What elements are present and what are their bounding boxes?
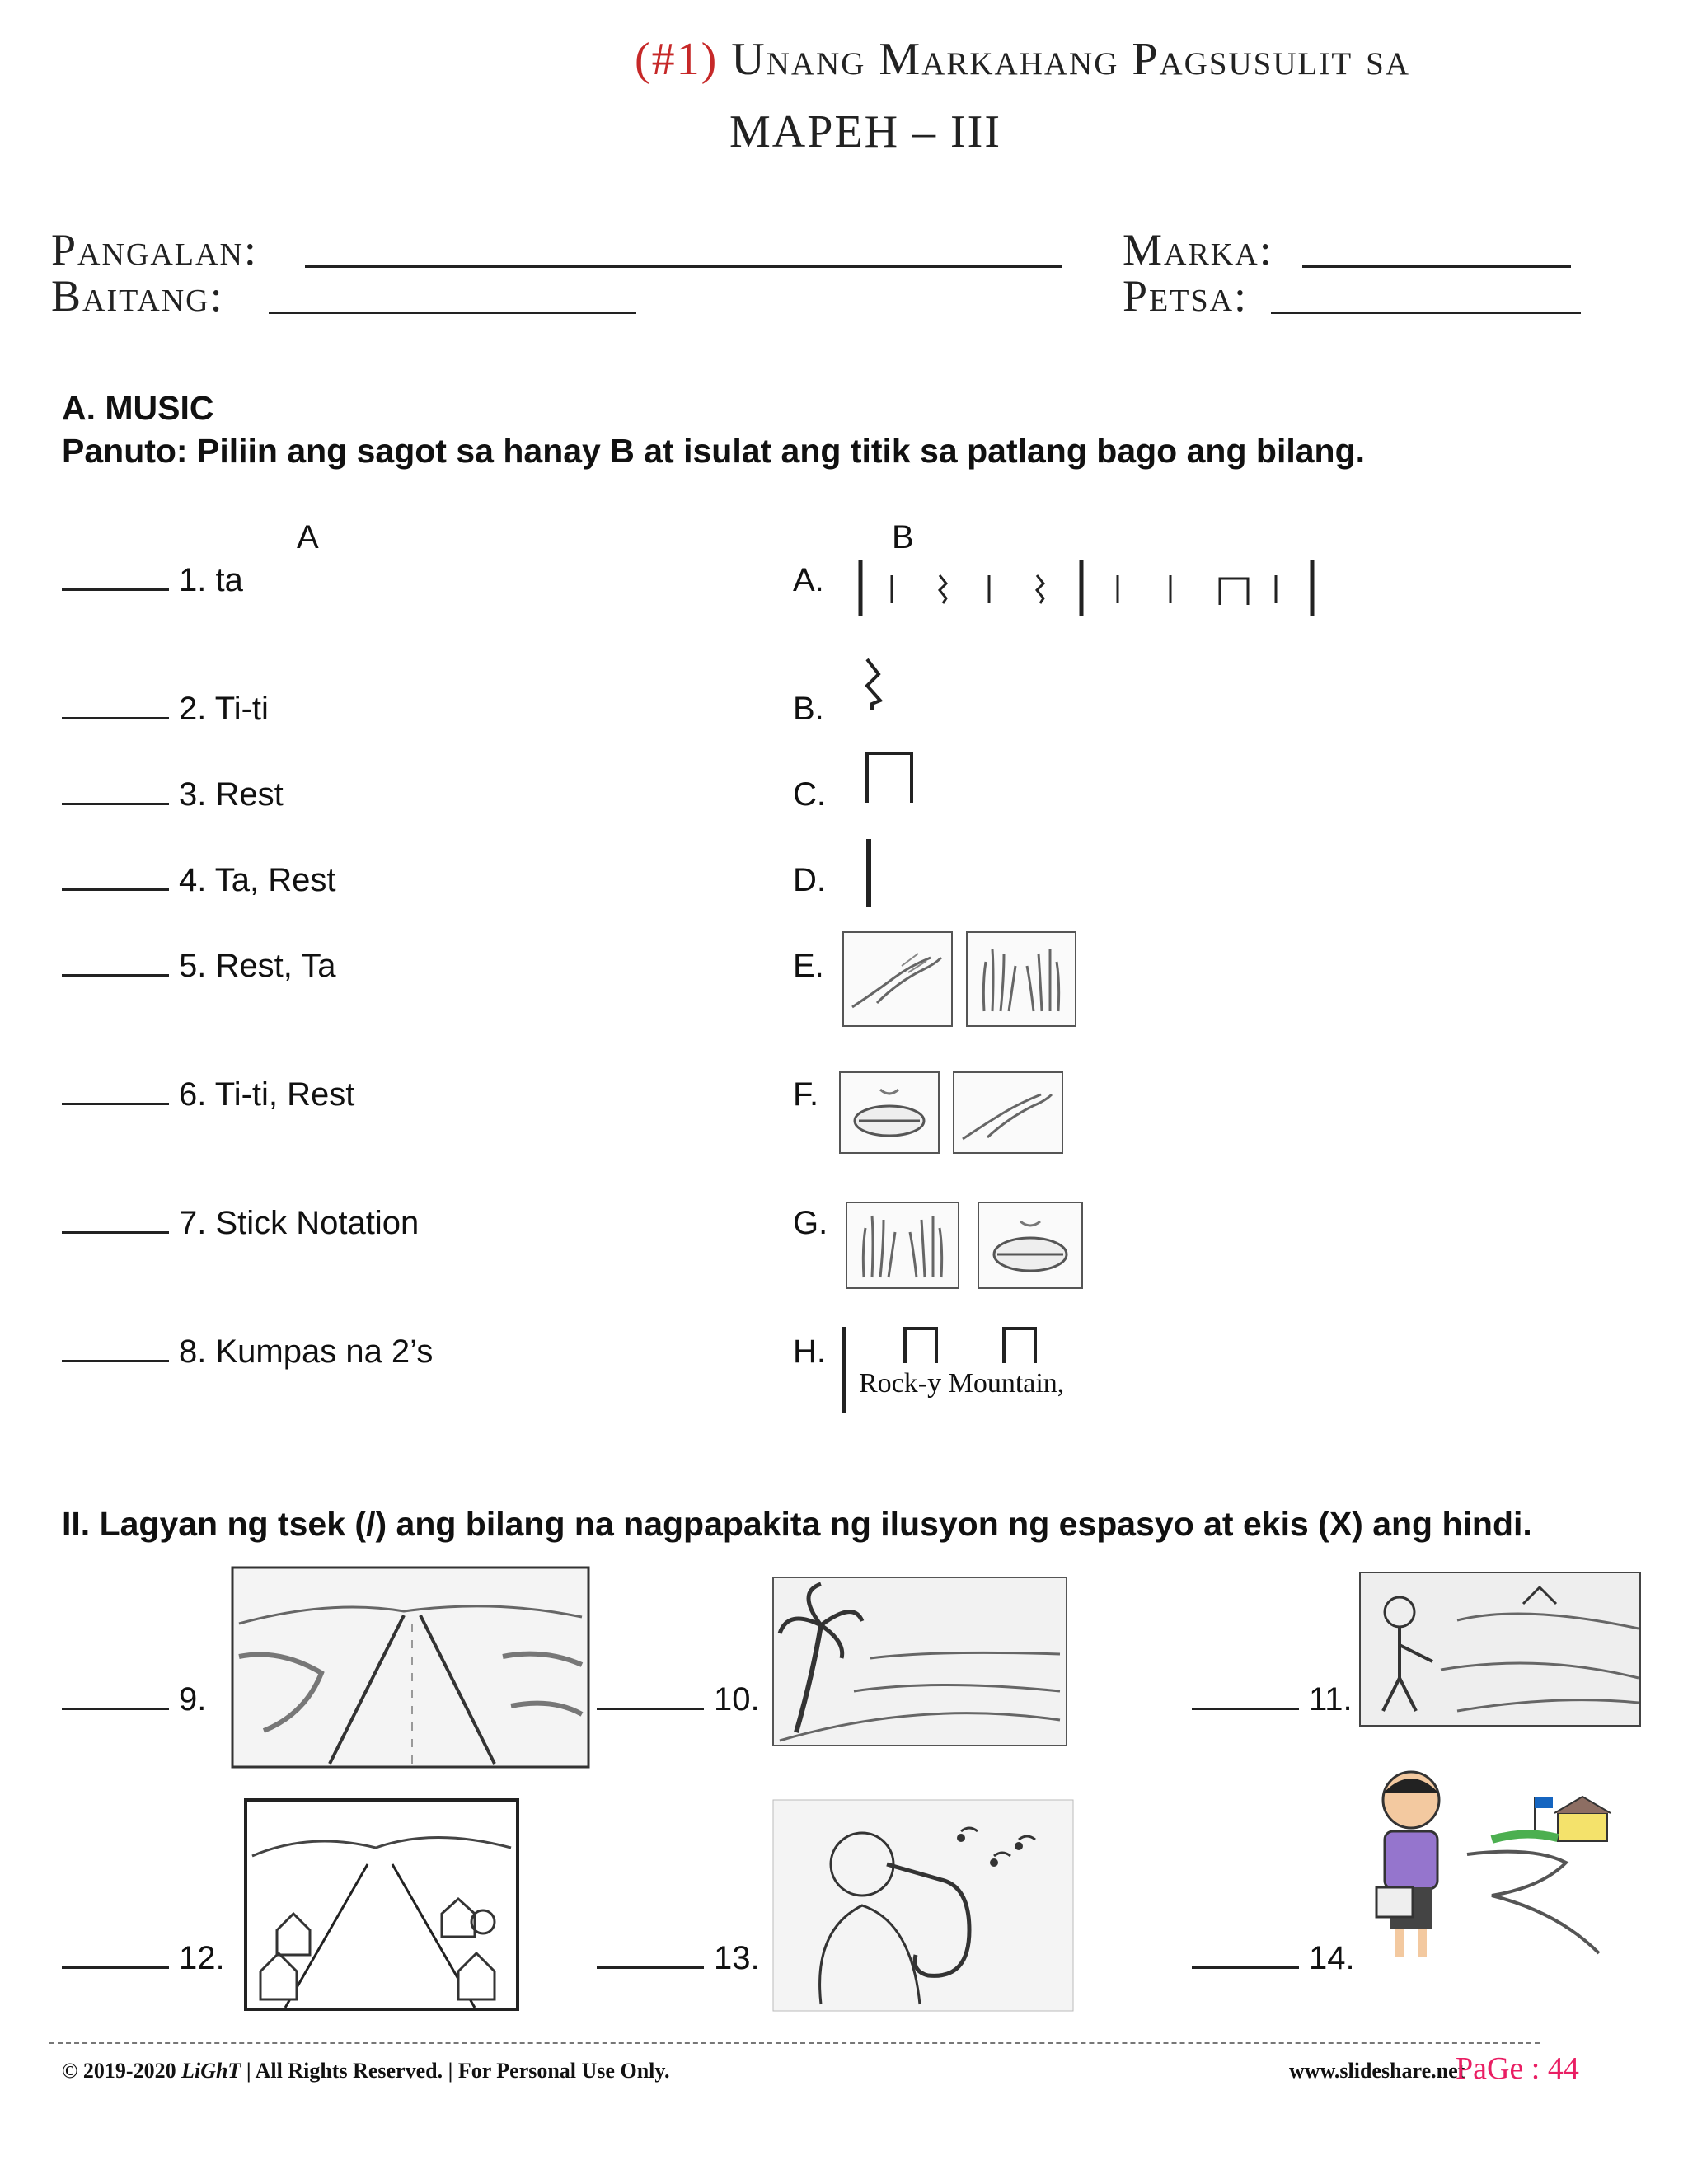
exam-number: (#1) <box>635 34 719 85</box>
open-hands-picture <box>846 1202 959 1289</box>
answer-blank[interactable] <box>597 1706 704 1710</box>
item-2: 2. Ti-ti <box>62 691 269 728</box>
road-landscape-picture <box>231 1566 590 1769</box>
clapping-hands-picture <box>842 931 953 1027</box>
saxophone-player-picture <box>771 1798 1075 2013</box>
item-6: 6. Ti-ti, Rest <box>62 1076 354 1113</box>
answer-blank[interactable] <box>597 1965 704 1969</box>
answer-blank[interactable] <box>62 587 169 591</box>
exam-title-line1 <box>635 33 1410 86</box>
answer-blank[interactable] <box>62 1230 169 1234</box>
choice-c-label: C. <box>793 776 826 813</box>
section-b-heading: II. Lagyan ng tsek (/) ang bilang na nagpapakita ng ilusyon ng espasyo at ekis (X) ang hindi. <box>62 1505 1532 1543</box>
item-3: 3. Rest <box>62 776 284 813</box>
choice-g-label: G. <box>793 1205 828 1241</box>
item-13: 13. <box>597 1940 760 1977</box>
answer-blank[interactable] <box>62 1965 169 1969</box>
item-7: 7. Stick Notation <box>62 1205 419 1242</box>
mouth-picture <box>978 1202 1083 1289</box>
answer-blank[interactable] <box>1192 1965 1299 1969</box>
choice-e-label: E. <box>793 948 824 984</box>
palm-tree-beach-picture <box>771 1576 1068 1747</box>
column-b-header: B <box>892 519 914 555</box>
answer-blank[interactable] <box>1192 1706 1299 1710</box>
boy-walking-to-school-picture <box>1352 1764 1648 1970</box>
footer-copyright: © 2019-2020 LiGhT | All Rights Reserved. | For Personal Use Only. <box>62 2059 670 2083</box>
ta-stick-icon <box>862 836 879 910</box>
grade-field[interactable] <box>269 312 636 314</box>
choice-b-label: B. <box>793 691 824 727</box>
answer-blank[interactable] <box>62 1358 169 1362</box>
answer-blank[interactable] <box>62 1706 169 1710</box>
item-14: 14. <box>1192 1940 1355 1977</box>
answer-blank[interactable] <box>62 887 169 891</box>
page-number: PaGe : 44 <box>1456 2051 1579 2086</box>
section-a-heading: A. MUSIC <box>62 389 214 427</box>
item-12: 12. <box>62 1940 225 1977</box>
answer-blank[interactable] <box>62 972 169 977</box>
exam-subject: MAPEH – III <box>729 106 1001 157</box>
stick-rhythm-notation-icon <box>857 557 1319 623</box>
ti-ti-notation-icon <box>862 748 920 806</box>
answer-blank[interactable] <box>62 1101 169 1105</box>
kumpas-lyric: Rock-y Mountain, <box>859 1368 1065 1399</box>
item-4: 4. Ta, Rest <box>62 862 335 899</box>
item-8: 8. Kumpas na 2’s <box>62 1333 433 1371</box>
item-11: 11. <box>1192 1681 1353 1718</box>
choice-h-label: H. <box>793 1333 826 1370</box>
footer-divider <box>49 2042 1540 2044</box>
footer-site[interactable]: www.slideshare.net <box>1289 2059 1465 2083</box>
item-10: 10. <box>597 1681 760 1718</box>
score-label: Marka: <box>1123 225 1273 274</box>
choice-a-label: A. <box>793 562 824 598</box>
open-hands-picture <box>966 931 1076 1027</box>
grade-label: Baitang: <box>51 271 224 321</box>
rest-symbol-icon <box>857 656 890 714</box>
farmer-landscape-picture <box>1358 1571 1642 1727</box>
date-label: Petsa: <box>1123 271 1249 321</box>
clapping-hands-picture <box>953 1071 1063 1154</box>
name-label: Pangalan: <box>51 225 258 274</box>
mouth-picture <box>839 1071 940 1154</box>
answer-blank[interactable] <box>62 715 169 719</box>
item-5: 5. Rest, Ta <box>62 948 335 985</box>
choice-f-label: F. <box>793 1076 819 1113</box>
choice-d-label: D. <box>793 862 826 898</box>
score-field[interactable] <box>1302 265 1571 268</box>
answer-blank[interactable] <box>62 801 169 805</box>
item-9: 9. <box>62 1681 206 1718</box>
exam-title: Unang Markahang Pagsusulit sa <box>731 34 1411 85</box>
section-a-instruction: Panuto: Piliin ang sagot sa hanay B at isulat ang titik sa patlang bago ang bilang. <box>62 432 1366 470</box>
column-a-header: A <box>297 519 319 555</box>
footer-brand: LiGhT <box>181 2059 241 2083</box>
item-1: 1. ta <box>62 562 243 599</box>
name-field[interactable] <box>305 265 1062 268</box>
date-field[interactable] <box>1271 312 1581 314</box>
village-road-picture <box>244 1798 519 2011</box>
